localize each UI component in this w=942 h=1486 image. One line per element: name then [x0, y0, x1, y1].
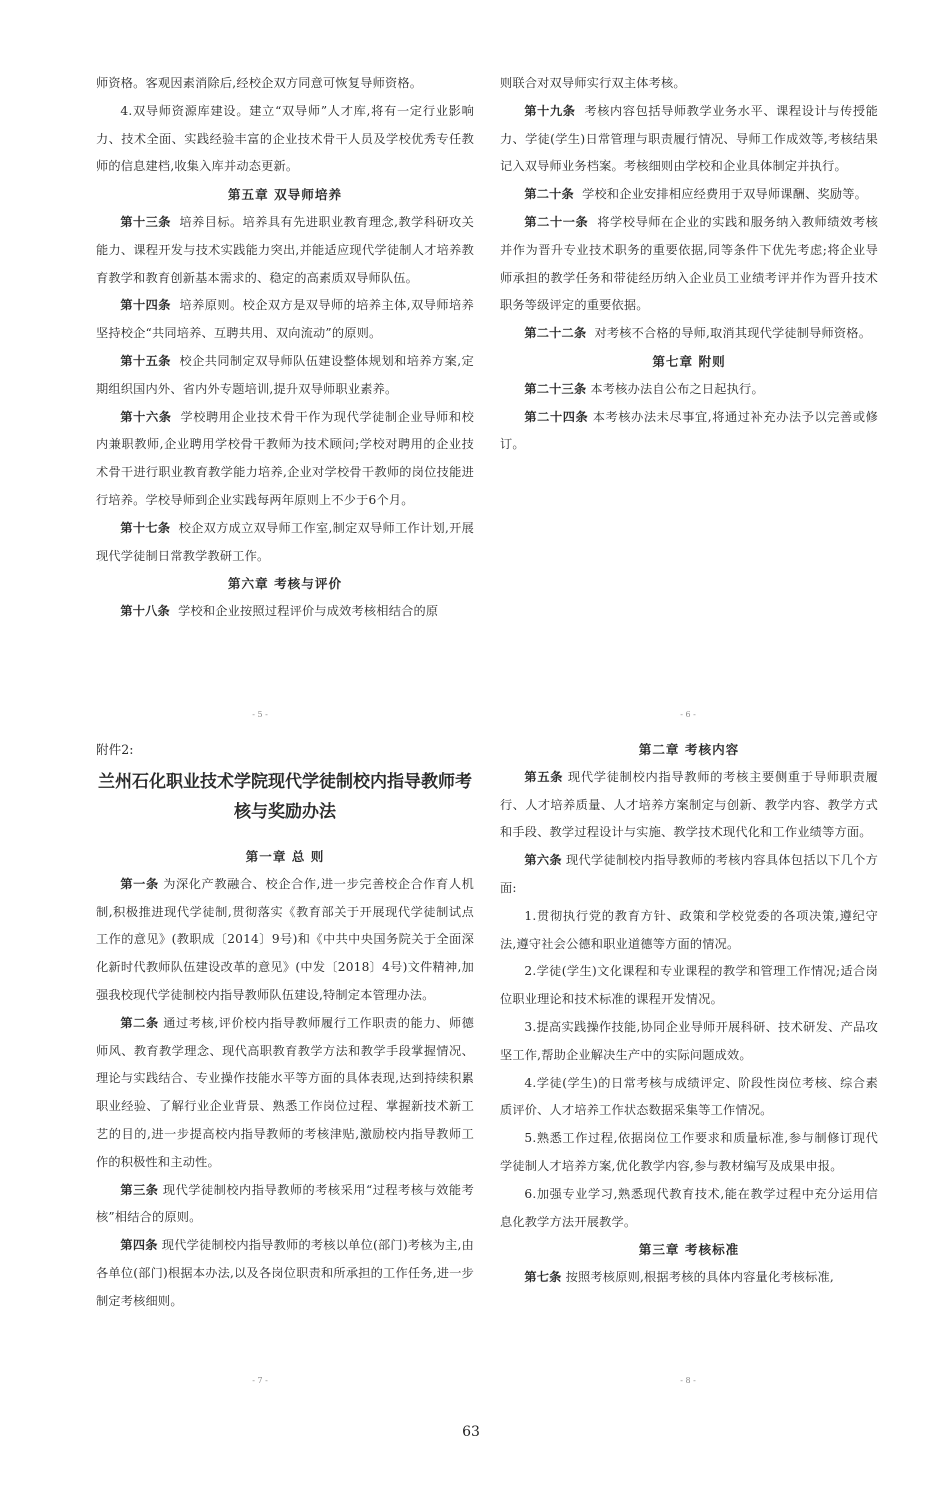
article-text: 校企共同制定双导师队伍建设整体规划和培养方案,定期组织国内外、省内外专题培训,提升双导师职业素养。 [96, 353, 474, 396]
article-7 [500, 1264, 878, 1292]
article-label: 第十四条 [120, 298, 171, 313]
article-text: 培养目标。培养具有先进职业教育理念,教学科研攻关能力、课程开发与技术实践能力突出,并能适应现代学徒制人才培养教育教学和教育创新基本需求的、稳定的高素质双导师队伍。 [96, 214, 474, 285]
chapter-heading: 第三章 考核标准 [638, 1242, 740, 1258]
article-19 [500, 98, 878, 181]
article-24 [500, 404, 878, 460]
chapter-heading: 第一章 总 则 [245, 849, 325, 864]
paragraph: 4.双导师资源库建设。建立“双导师”人才库,将有一定行业影响力、技术全面、实践经验丰富的企业技术骨干人员及学校优秀专任教师的信息建档,收集入库并动态更新。 [96, 103, 474, 174]
article-text: 校企双方成立双导师工作室,制定双导师工作计划,开展现代学徒制日常教学教研工作。 [96, 520, 474, 563]
article-1 [96, 871, 474, 1010]
chapter-heading: 第二章 考核内容 [638, 742, 740, 757]
article-label: 第二十四条 [524, 409, 589, 424]
page-5 [96, 70, 474, 626]
page-7 [96, 736, 474, 1316]
list-item: 3.提高实践操作技能,协同企业导师开展科研、技术研发、产品攻坚工作,帮助企业解决生产中的实际问题成效。 [500, 1019, 878, 1062]
list-item: 2.学徒(学生)文化课程和专业课程的教学和管理工作情况;适合岗位职业理论和技术标准的课程开发情况。 [500, 964, 878, 1007]
article-16 [96, 404, 474, 515]
document-title: 兰州石化职业技术学院现代学徒制校内指导教师考核与奖励办法 [98, 772, 472, 822]
article-6 [500, 847, 878, 903]
article-label: 第十七条 [120, 520, 171, 535]
article-2 [96, 1010, 474, 1177]
list-item: 1.贯彻执行党的教育方针、政策和学校党委的各项决策,遵纪守法,遵守社会公德和职业道德等方面的情况。 [500, 908, 878, 951]
article-text: 考核内容包括导师教学业务水平、课程设计与传授能力、学徒(学生)日常管理与职责履行情况、导师工作成效等,考核结果记入双导师业务档案。考核细则由学校和企业具体制定并执行。 [500, 103, 878, 174]
article-14 [96, 292, 474, 348]
article-22 [500, 320, 878, 348]
article-label: 第四条 [120, 1238, 158, 1253]
article-label: 第二十三条 [524, 381, 587, 396]
page-folio: - 5 - [252, 710, 268, 719]
page-folio: - 8 - [680, 1376, 696, 1385]
page-number: 63 [462, 1424, 480, 1440]
article-text: 学校聘用企业技术骨干作为现代学徒制企业导师和校内兼职教师,企业聘用学校骨干教师为技术顾问;学校对聘用的企业技术骨干进行职业教育教学能力培养,企业对学校骨干教师的岗位技能进行培养。学校导师到企业实践每两年原则上不少于6个月。 [96, 409, 474, 507]
page-6 [500, 70, 878, 459]
article-17 [96, 515, 474, 571]
list-item: 6.加强专业学习,熟悉现代教育技术,能在教学过程中充分运用信息化教学方法开展教学。 [500, 1186, 878, 1229]
paragraph: 则联合对双导师实行双主体考核。 [500, 76, 686, 90]
article-21 [500, 209, 878, 320]
article-text: 本考核办法未尽事宜,将通过补充办法予以完善或修订。 [500, 409, 878, 452]
article-text: 按照考核原则,根据考核的具体内容量化考核标准, [565, 1270, 834, 1285]
article-text: 现代学徒制校内指导教师的考核主要侧重于导师职责履行、人才培养质量、人才培养方案制定与创新、教学内容、教学方式和手段、教学过程设计与实施、教学技术现代化和工作业绩等方面。 [500, 769, 878, 840]
page-8 [500, 736, 878, 1292]
article-text: 培养原则。校企双方是双导师的培养主体,双导师培养坚持校企“共同培养、互聘共用、双向流动”的原则。 [96, 298, 474, 341]
article-15 [96, 348, 474, 404]
attachment-label: 附件2: [96, 742, 134, 757]
article-label: 第五条 [524, 769, 564, 784]
article-text: 本考核办法自公布之日起执行。 [590, 381, 764, 396]
article-text: 为深化产教融合、校企合作,进一步完善校企合作育人机制,积极推进现代学徒制,贯彻落实《教育部关于开展现代学徒制试点工作的意见》(教职成〔2014〕9号)和《中共中央国务院关于全面深化新时代教师队伍建设改革的意见》(中发〔2018〕4号)文件精神,加强我校现代学徒制校内指导教师队伍建设,特制定本管理办法。 [96, 876, 474, 1002]
chapter-heading: 第五章 双导师培养 [227, 187, 343, 203]
article-label: 第十八条 [120, 604, 170, 619]
page-folio: - 6 - [680, 710, 696, 719]
article-label: 第二十条 [524, 187, 574, 202]
article-label: 第十三条 [120, 214, 171, 229]
article-18 [96, 598, 474, 626]
article-label: 第六条 [524, 853, 562, 868]
article-label: 第二条 [120, 1015, 159, 1030]
article-label: 第十六条 [120, 409, 172, 424]
article-5 [500, 764, 878, 847]
article-text: 现代学徒制校内指导教师的考核内容具体包括以下几个方面: [500, 853, 878, 895]
article-label: 第二十二条 [524, 326, 587, 341]
article-text: 对考核不合格的导师,取消其现代学徒制导师资格。 [594, 326, 872, 341]
article-label: 第十五条 [120, 353, 171, 368]
article-text: 通过考核,评价校内指导教师履行工作职责的能力、师德师风、教育教学理念、现代高职教育教学方法和教学手段掌握情况、理论与实践结合、专业操作技能水平等方面的具体表现,达到持续积累职业经验、了解行业企业背景、熟悉工作岗位过程、掌握新技术新工艺的目的,进一步提高校内指导教师的考核津贴,激励校内指导教师工作的积极性和主动性。 [96, 1015, 474, 1169]
article-text: 将学校导师在企业的实践和服务纳入教师绩效考核并作为晋升专业技术职务的重要依据,同等条件下优先考虑;将企业导师承担的教学任务和带徒经历纳入企业员工业绩考评并作为晋升技术职务等级评定的重要依据。 [500, 214, 878, 313]
article-label: 第二十一条 [524, 214, 589, 229]
list-item: 5.熟悉工作过程,依据岗位工作要求和质量标准,参与制修订现代学徒制人才培养方案,优化教学内容,参与教材编写及成果申报。 [500, 1131, 878, 1173]
article-label: 第七条 [524, 1270, 562, 1285]
paragraph: 师资格。客观因素消除后,经校企双方同意可恢复导师资格。 [96, 76, 423, 90]
article-text: 现代学徒制校内指导教师的考核采用“过程考核与效能考核”相结合的原则。 [96, 1182, 474, 1225]
chapter-heading: 第六章 考核与评价 [227, 576, 343, 592]
article-4 [96, 1232, 474, 1315]
chapter-heading: 第七章 附则 [652, 353, 726, 369]
article-13 [96, 209, 474, 292]
article-label: 第十九条 [524, 103, 576, 118]
article-label: 第一条 [120, 876, 159, 891]
article-label: 第三条 [120, 1182, 159, 1197]
article-23 [500, 376, 878, 404]
article-text: 学校和企业安排相应经费用于双导师课酬、奖励等。 [582, 187, 868, 202]
article-text: 现代学徒制校内指导教师的考核以单位(部门)考核为主,由各单位(部门)根据本办法,以及各岗位职责和所承担的工作任务,进一步制定考核细则。 [96, 1238, 475, 1308]
article-3 [96, 1177, 474, 1233]
article-text: 学校和企业按照过程评价与成效考核相结合的原 [178, 604, 439, 619]
page-folio: - 7 - [252, 1376, 268, 1385]
list-item: 4.学徒(学生)的日常考核与成绩评定、阶段性岗位考核、综合素质评价、人才培养工作状态数据采集等工作情况。 [500, 1075, 878, 1118]
article-20 [500, 181, 878, 209]
